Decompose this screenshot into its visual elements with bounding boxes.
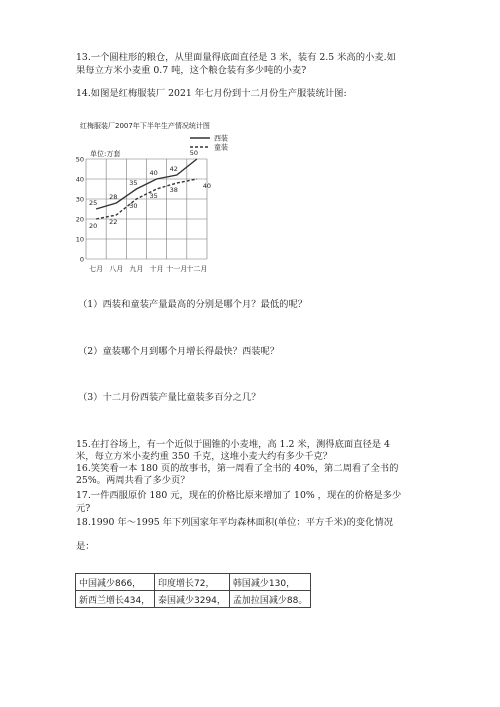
y-tick-label: 40	[75, 175, 84, 184]
chart-unit-label: 单位:万套	[90, 150, 121, 158]
question-16-line-1: 16.笑笑看一本 180 页的故事书，第一周看了全书的 40%，第二周看了全书的	[76, 463, 399, 474]
table-cell: 新西兰增长434，	[76, 591, 155, 608]
table-cell: 韩国减少130，	[229, 574, 310, 591]
question-18-line-2: 是：	[76, 541, 95, 552]
data-label: 30	[129, 202, 138, 210]
y-tick-label: 20	[75, 215, 84, 224]
y-tick-label: 0	[79, 255, 84, 264]
x-tick-label: 十二月	[186, 265, 208, 273]
chart-grid	[86, 159, 207, 259]
table-cell: 孟加拉国减少88。	[229, 591, 310, 608]
question-14-line-1: 14.如图是红梅服装厂 2021 年七月份到十二月份生产服装统计图:	[76, 88, 347, 99]
data-label: 40	[202, 182, 212, 190]
data-label: 50	[189, 149, 199, 157]
chart-data-labels	[89, 149, 211, 230]
data-label: 28	[109, 193, 118, 201]
question-13-line-2: 果每立方米小麦重 0.7 吨，这个粮仓装有多少吨的小麦?	[76, 65, 307, 76]
legend-label: 童装	[214, 143, 228, 152]
data-label: 35	[149, 192, 158, 200]
production-line-chart	[72, 114, 252, 276]
question-15-line-1: 15.在打谷场上，有一个近似于圆锥的小麦堆，高 1.2 米，测得底面直径是 4	[76, 439, 390, 450]
x-tick-label: 九月	[129, 265, 144, 273]
question-14-sub-3: （3）十二月份西装产量比童装多百分之几？	[78, 392, 261, 403]
table-cell: 中国减少866，	[76, 574, 155, 591]
question-17-line-2: 元?	[76, 503, 91, 514]
y-tick-label: 10	[75, 235, 84, 244]
table-row	[76, 574, 311, 591]
x-axis-ticks	[89, 264, 207, 273]
data-label: 22	[109, 218, 118, 226]
question-16-line-2: 25%。两周共看了多少页？	[76, 475, 190, 486]
forest-change-table	[75, 573, 311, 608]
data-label: 20	[88, 222, 98, 230]
x-tick-label: 八月	[109, 265, 124, 273]
data-label: 40	[149, 169, 158, 177]
data-label: 42	[169, 165, 178, 173]
y-tick-label: 50	[75, 155, 84, 164]
table-cell: 印度增长72，	[155, 574, 230, 591]
question-14-sub-2: （2）童装哪个月到哪个月增长得最快？西装呢？	[78, 346, 280, 357]
data-label: 35	[129, 179, 138, 187]
table-row	[76, 591, 311, 608]
table-cell: 泰国减少3294，	[155, 591, 230, 608]
x-tick-label: 七月	[89, 265, 104, 273]
question-18-line-1: 18.1990 年～1995 年下列国家年平均森林面积(单位：平方千米)的变化情况	[76, 517, 393, 528]
question-17-line-1: 17.一件西服原价 180 元，现在的价格比原来增加了 10% ，现在的价格是多少	[76, 490, 402, 501]
y-axis-ticks	[76, 156, 84, 264]
chart-title: 红梅服装厂2007年下半年生产情况统计图	[80, 122, 210, 130]
question-13-line-1: 13.一个圆柱形的粮仓，从里面量得底面直径是 3 米，装有 2.5 米高的小麦.如	[76, 52, 396, 63]
question-15-line-2: 米，每立方米小麦约重 350 千克，这堆小麦大约有多少千克？	[76, 451, 333, 462]
data-label: 25	[88, 199, 98, 207]
legend-label: 西装	[214, 134, 228, 143]
question-14-sub-1: （1）西装和童装产量最高的分别是哪个月？最低的呢？	[78, 299, 308, 310]
y-tick-label: 30	[75, 195, 84, 204]
x-tick-label: 十月	[149, 265, 164, 273]
x-tick-label: 十一月	[166, 265, 188, 273]
data-label: 38	[169, 186, 178, 194]
